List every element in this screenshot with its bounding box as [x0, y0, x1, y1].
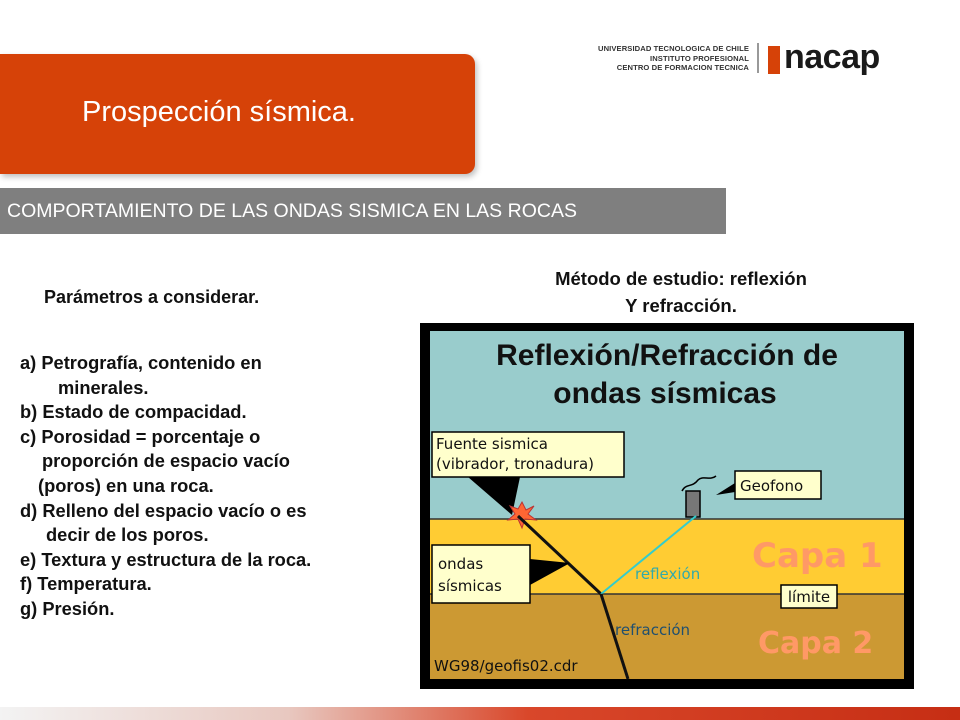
source-label-2: (vibrador, tronadura): [436, 455, 595, 473]
diagram-title-1: Reflexión/Refracción de: [496, 339, 838, 372]
list-item: proporción de espacio vacío: [42, 450, 290, 472]
list-item: g) Presión.: [20, 597, 115, 619]
reflection-label: reflexión: [635, 565, 701, 583]
logo-wordmark: nacap: [784, 38, 880, 76]
parameters-heading: Parámetros a considerar.: [44, 287, 260, 307]
list-item: (poros) en una roca.: [38, 474, 214, 496]
diagram-credit: WG98/geofis02.cdr: [434, 657, 578, 675]
diagram-title-2: ondas sísmicas: [553, 377, 777, 410]
logo-divider: [757, 43, 759, 73]
list-item: b) Estado de compacidad.: [20, 401, 247, 423]
method-heading: [476, 265, 886, 319]
list-item: f) Temperatura.: [20, 573, 152, 595]
layer-1-label: Capa 1: [752, 536, 883, 576]
subtitle: COMPORTAMIENTO DE LAS ONDAS SISMICA EN LAS ROCAS: [7, 200, 577, 222]
waves-label-2: sísmicas: [438, 577, 502, 595]
list-item: d) Relleno del espacio vacío o es: [20, 499, 307, 521]
geophone-icon: [686, 491, 700, 517]
boundary-label: límite: [787, 588, 831, 606]
page-title: Prospección sísmica.: [82, 96, 356, 128]
parameters-list: [20, 351, 412, 622]
logo-mark-icon: [768, 46, 780, 74]
list-item: e) Textura y estructura de la roca.: [20, 548, 312, 570]
list-item: c) Porosidad = porcentaje o: [20, 425, 261, 447]
seismic-diagram: [420, 323, 914, 689]
list-item: a) Petrografía, contenido en: [20, 352, 262, 373]
refraction-label: refracción: [615, 621, 691, 639]
source-label-1: Fuente sismica: [436, 435, 548, 453]
list-item: decir de los poros.: [46, 524, 209, 546]
waves-label-1: ondas: [438, 555, 484, 573]
logo-line-1: UNIVERSIDAD TECNOLOGICA DE CHILE: [597, 44, 749, 53]
method-line-1: Método de estudio: reflexión: [555, 268, 807, 289]
method-line-2: Y refracción.: [625, 295, 737, 316]
geophone-label: Geofono: [740, 477, 804, 495]
logo-text: [584, 44, 749, 73]
list-item: minerales.: [58, 376, 149, 398]
layer-2-label: Capa 2: [758, 626, 874, 661]
logo-line-2: INSTITUTO PROFESIONAL: [650, 53, 749, 63]
logo-line-3: CENTRO DE FORMACION TECNICA: [616, 63, 749, 72]
footer-strip: [0, 707, 960, 720]
